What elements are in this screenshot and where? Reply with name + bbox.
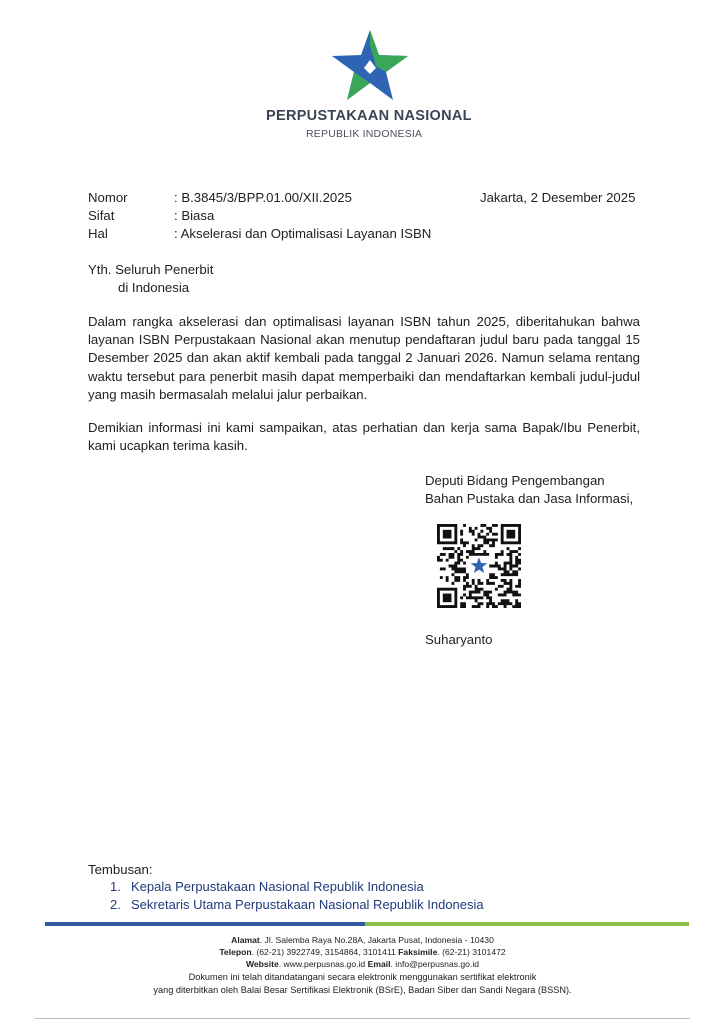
org-subtitle: REPUBLIK INDONESIA xyxy=(306,128,423,140)
nomor-label: Nomor xyxy=(88,190,128,205)
footer-bar-green xyxy=(365,922,689,926)
tembusan-label: Tembusan: xyxy=(88,862,153,877)
recipient-line-2: di Indonesia xyxy=(118,280,190,295)
signatory-title-line-1: Deputi Bidang Pengembangan xyxy=(425,473,605,488)
telepon-label: Telepon xyxy=(219,947,252,957)
qr-finder-top-left xyxy=(437,524,457,544)
body-paragraph-1: Dalam rangka akselerasi dan optimalisasi layanan ISBN tahun 2025, diberitahukan bahwa layanan ISBN Perpustakaan Nasional akan menutup pendaftaran judul baru pada tanggal 15 Desember 2025 dan akan aktif kembali pada tanggal 2 Januari 2026. Namun selama rentang waktu tersebut para penerbit masih dapat memperbaiki dan mendaftarkan kembali judul-judul yang masih bermasalah melalui jalur perbaikan. xyxy=(88,314,640,402)
telepon-value: . (62-21) 3922749, 3154864, 3101411 xyxy=(251,947,396,957)
letter-meta xyxy=(0,190,725,250)
nomor-value: : B.3845/3/BPP.01.00/XII.2025 xyxy=(174,190,352,205)
alamat-label: Alamat xyxy=(231,935,260,945)
body-paragraph-2: Demikian informasi ini kami sampaikan, atas perhatian dan kerja sama Bapak/Ibu Penerbit, kami ucapkan terima kasih. xyxy=(88,420,640,454)
footer-note-line-1: Dokumen ini telah ditandatangani secara elektronik menggunakan sertifikat elektronik xyxy=(188,972,537,982)
footer-phone xyxy=(0,947,725,959)
footer-bar-blue xyxy=(45,922,365,926)
tembusan-item-2: Sekretaris Utama Perpustakaan Nasional Republik Indonesia xyxy=(131,897,484,912)
qr-finder-top-right xyxy=(501,524,521,544)
email-label: Email xyxy=(367,959,391,969)
signature-qr-code xyxy=(437,524,521,608)
org-name: PERPUSTAKAAN NASIONAL xyxy=(266,108,472,124)
footer-web xyxy=(0,959,725,971)
tembusan-item-2-number: 2. xyxy=(110,897,121,912)
tembusan-item-1: Kepala Perpustakaan Nasional Republik Indonesia xyxy=(131,879,424,894)
sifat-label: Sifat xyxy=(88,208,115,223)
footer-address xyxy=(0,935,725,947)
alamat-value: . Jl. Salemba Raya No.28A, Jakarta Pusat, Indonesia - 10430 xyxy=(259,935,494,945)
website-value: . www.perpusnas.go.id xyxy=(278,959,366,969)
faksimile-label: Faksimile xyxy=(398,947,438,957)
faksimile-value: . (62-21) 3101472 xyxy=(437,947,506,957)
perpusnas-star-logo xyxy=(330,28,410,104)
place-date: Jakarta, 2 Desember 2025 xyxy=(480,190,636,205)
sifat-value: : Biasa xyxy=(174,208,215,223)
website-label: Website xyxy=(245,959,279,969)
tembusan-item-1-number: 1. xyxy=(110,879,121,894)
signatory-name: Suharyanto xyxy=(425,632,493,647)
hal-label: Hal xyxy=(88,226,108,241)
hal-value: : Akselerasi dan Optimalisasi Layanan ISBN xyxy=(174,226,432,241)
qr-finder-bottom-left xyxy=(437,588,457,608)
signatory-title-line-2: Bahan Pustaka dan Jasa Informasi, xyxy=(425,491,634,506)
footer-note-line-2: yang diterbitkan oleh Balai Besar Sertifikasi Elektronik (BSrE), Badan Siber dan Sandi Negara (BSSN). xyxy=(153,985,572,995)
page-bottom-divider xyxy=(35,1018,690,1019)
recipient-line-1: Yth. Seluruh Penerbit xyxy=(88,262,214,277)
email-value: . info@perpusnas.go.id xyxy=(390,959,480,969)
